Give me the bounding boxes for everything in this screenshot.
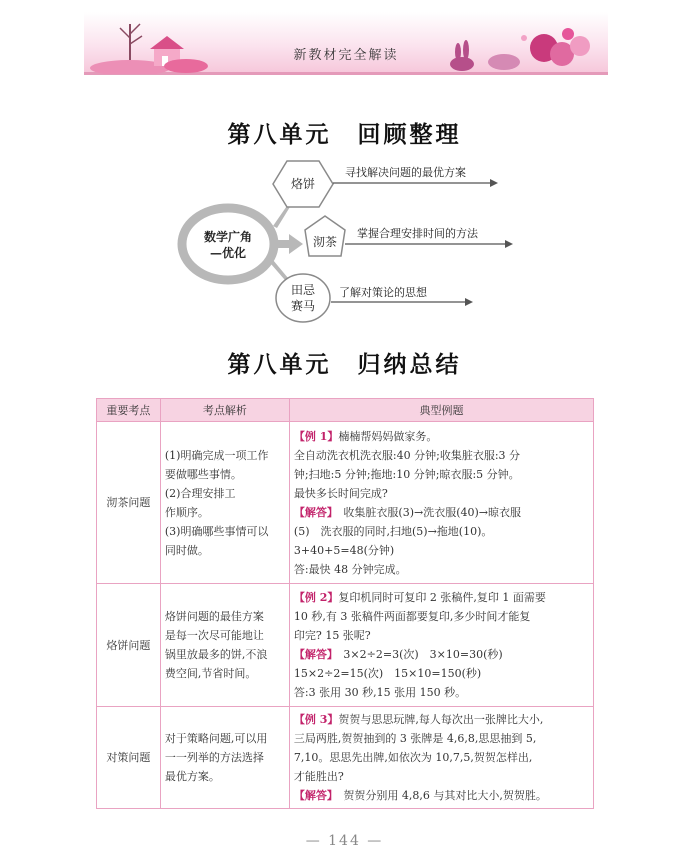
rabbit-flower-decoration-icon bbox=[444, 18, 604, 74]
example-text: 楠楠帮妈妈做家务。 bbox=[338, 429, 438, 443]
pointer-icon bbox=[505, 240, 513, 248]
example-line: 7,10。思思先出牌,如依次为 10,7,5,贺贺怎样出, bbox=[293, 751, 533, 764]
answer-line: (5) 洗衣服的同时,扫地(5)→拖地(10)。 bbox=[293, 524, 493, 538]
table-row bbox=[97, 707, 594, 809]
summary-title: 第八单元 归纳总结 bbox=[227, 351, 462, 378]
column-header: 典型例题 bbox=[289, 399, 593, 422]
center-node bbox=[182, 208, 274, 280]
example-line: 印完? 15 张呢? bbox=[293, 629, 371, 642]
answer-line: 15×2÷2=15(次) 15×10=150(秒) bbox=[293, 667, 482, 680]
optimization-mind-map bbox=[175, 156, 515, 326]
node-laobing-label: 烙饼 bbox=[290, 177, 316, 191]
analysis-cell bbox=[160, 584, 289, 707]
example-cell bbox=[289, 707, 593, 809]
example-line bbox=[294, 710, 589, 729]
answer-line: 3+40+5=48(分钟) bbox=[293, 543, 395, 557]
example-tag: 【例 2】 bbox=[293, 591, 339, 604]
analysis-line: 一一列举的方法选择 bbox=[164, 751, 264, 764]
page-number: — 144 — bbox=[305, 833, 384, 849]
analysis-cell bbox=[160, 707, 289, 809]
example-line: 全自动洗衣机洗衣服:40 分钟;收集脏衣服:3 分 bbox=[293, 448, 521, 462]
example-text: 贺贺与思思玩牌,每人每次出一张牌比大小, bbox=[338, 713, 544, 726]
example-cell bbox=[289, 422, 593, 584]
tree-house-decoration-icon bbox=[90, 16, 210, 74]
table-row bbox=[97, 422, 594, 584]
answer-line: 答:3 张用 30 秒,15 张用 150 秒。 bbox=[293, 686, 467, 699]
analysis-line: (3)明确哪些事情可以 bbox=[164, 524, 269, 538]
center-label-line2: —优化 bbox=[209, 246, 247, 260]
analysis-cell bbox=[160, 422, 289, 584]
example-text: 复印机同时可复印 2 张稿件,复印 1 面需要 bbox=[338, 591, 546, 604]
column-header: 重要考点 bbox=[97, 399, 161, 422]
answer-text: 3×2÷2=3(次) 3×10=30(秒) bbox=[343, 648, 503, 661]
analysis-line: 同时做。 bbox=[164, 543, 209, 557]
arrow-right-icon bbox=[275, 234, 303, 254]
analysis-line: (2)合理安排工 bbox=[164, 486, 236, 500]
example-line bbox=[294, 427, 589, 446]
answer-tag: 【解答】 bbox=[293, 505, 333, 519]
analysis-line: 烙饼问题的最佳方案 bbox=[164, 610, 264, 623]
center-label-line1: 数学广角 bbox=[203, 230, 253, 244]
answer-tag: 【解答】 bbox=[293, 789, 333, 802]
answer-line: 答:最快 48 分钟完成。 bbox=[293, 562, 407, 576]
summary-table bbox=[96, 398, 594, 809]
topic-cell: 烙饼问题 bbox=[97, 584, 161, 707]
header-title: 新教材完全解读 bbox=[293, 48, 399, 63]
node-qicha-desc: 掌握合理安排时间的方法 bbox=[357, 227, 478, 240]
pointer-icon bbox=[465, 298, 473, 306]
node-tianji bbox=[276, 274, 330, 322]
answer-tag: 【解答】 bbox=[293, 648, 333, 661]
node-tianji-desc: 了解对策论的思想 bbox=[339, 286, 427, 299]
analysis-line: 最优方案。 bbox=[164, 770, 220, 783]
answer-text: 贺贺分别用 4,8,6 与其对比大小,贺贺胜。 bbox=[343, 789, 547, 802]
answer-line bbox=[294, 503, 589, 522]
analysis-line: 费空间,节省时间。 bbox=[164, 667, 257, 680]
review-title: 第八单元 回顾整理 bbox=[227, 121, 462, 148]
example-cell bbox=[289, 584, 593, 707]
answer-line bbox=[294, 786, 589, 805]
topic-cell: 对策问题 bbox=[97, 707, 161, 809]
example-line: 最快多长时间完成? bbox=[293, 486, 388, 500]
example-tag: 【例 3】 bbox=[293, 713, 339, 726]
example-line: 钟;扫地:5 分钟;拖地:10 分钟;晾衣服:5 分钟。 bbox=[293, 467, 520, 481]
table-header-row bbox=[97, 399, 594, 422]
analysis-line: 要做哪些事情。 bbox=[164, 467, 242, 481]
pointer-icon bbox=[490, 179, 498, 187]
example-line: 才能胜出? bbox=[293, 770, 344, 783]
answer-line bbox=[294, 645, 589, 664]
example-line bbox=[294, 588, 589, 607]
node-tianji-label-line1: 田忌 bbox=[290, 283, 316, 297]
analysis-line: 作顺序。 bbox=[164, 505, 209, 519]
example-line: 10 秒,有 3 张稿件两面都要复印,多少时间才能复 bbox=[293, 610, 531, 623]
table-row bbox=[97, 584, 594, 707]
answer-text: 收集脏衣服(3)→洗衣服(40)→晾衣服 bbox=[343, 505, 522, 519]
analysis-line: (1)明确完成一项工作 bbox=[164, 448, 269, 462]
analysis-line: 对于策略问题,可以用 bbox=[164, 732, 268, 745]
analysis-line: 是每一次尽可能地让 bbox=[164, 629, 264, 642]
node-qicha-label: 沏茶 bbox=[312, 235, 338, 249]
example-tag: 【例 1】 bbox=[293, 429, 339, 443]
page-header bbox=[84, 12, 608, 74]
topic-cell: 沏茶问题 bbox=[97, 422, 161, 584]
analysis-line: 锅里放最多的饼,不浪 bbox=[164, 648, 268, 661]
node-tianji-label-line2: 赛马 bbox=[290, 299, 316, 313]
node-laobing-desc: 寻找解决问题的最优方案 bbox=[345, 166, 466, 179]
example-line: 三局两胜,贺贺抽到的 3 张牌是 4,6,8,思思抽到 5, bbox=[293, 732, 537, 745]
column-header: 考点解析 bbox=[160, 399, 289, 422]
